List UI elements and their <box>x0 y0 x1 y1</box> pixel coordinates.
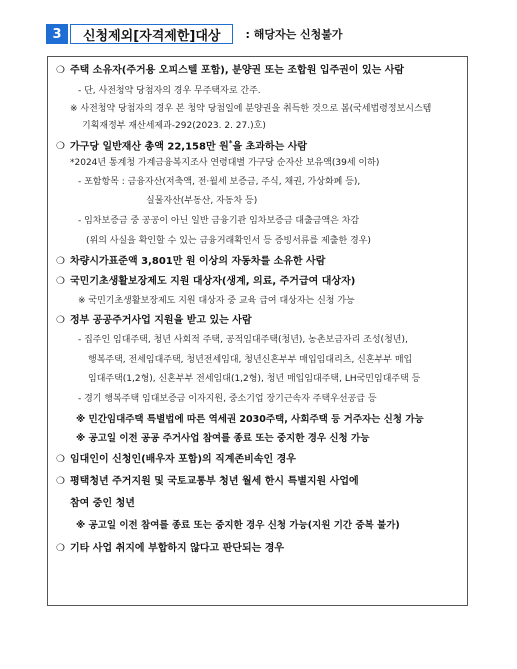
list-item: ※ 민간임대주택 특별법에 따른 역세권 2030주택, 사회주택 등 거주자는 신청 가능 <box>76 414 424 425</box>
section-subtitle: : 해당자는 신청불가 <box>245 28 343 41</box>
list-item: 참여 중인 청년 <box>70 498 135 509</box>
list-item: ※ 공고일 이전 참여를 종료 또는 중지한 경우 신청 가능(지원 기간 중복 불가) <box>76 520 400 531</box>
list-item: - 임차보증금 중 공공이 아닌 일반 금융기관 임차보증금 대출금액은 차감 <box>78 216 360 226</box>
list-item: ❍ 기타 사업 취지에 부합하지 않다고 판단되는 경우 <box>56 543 285 554</box>
list-item: - 경기 행복주택 임대보증금 이자지원, 중소기업 장기근속자 주택우선공급 등 <box>78 394 377 404</box>
list-item: ※ 국민기초생활보장제도 지원 대상자 중 교육 급여 대상자는 신청 가능 <box>78 296 355 306</box>
list-item: ❍ 정부 공공주거사업 지원을 받고 있는 사람 <box>56 315 252 326</box>
circle-bullet-icon: ❍ <box>56 476 65 487</box>
list-item: 행복주택, 전세임대주택, 청년전세임대, 청년신혼부부 매입임대리츠, 신혼부부 매입 <box>88 355 413 365</box>
circle-bullet-icon: ❍ <box>56 256 65 267</box>
circle-bullet-icon: ❍ <box>56 543 65 554</box>
list-item: 실물자산(부동산, 자동차 등) <box>146 196 258 206</box>
content-panel <box>47 56 468 606</box>
circle-bullet-icon: ❍ <box>56 276 65 287</box>
section-number: 3 <box>46 24 68 44</box>
section-title: 신청제외[자격제한]대상 <box>70 24 233 44</box>
list-item: 임대주택(1,2형), 신혼부부 전세임대(1,2형), 청년 매입임대주택, LH국민임대주택 등 <box>88 374 421 384</box>
list-item: 기획재정부 재산세제과-292(2023. 2. 27.)호) <box>82 121 266 131</box>
circle-bullet-icon: ❍ <box>56 315 65 326</box>
circle-bullet-icon: ❍ <box>56 65 65 76</box>
list-item: (위의 사실을 확인할 수 있는 금융거래확인서 등 증빙서류를 제출한 경우) <box>86 236 371 246</box>
list-item: ❍ 국민기초생활보장제도 지원 대상자(생계, 의료, 주거급여 대상자) <box>56 276 356 287</box>
list-item: - 단, 사전청약 당첨자의 경우 무주택자로 간주. <box>78 86 261 96</box>
section-header <box>46 24 343 44</box>
list-item: ❍ 주택 소유자(주거용 오피스텔 포함), 분양권 또는 조합원 입주권이 있는 사람 <box>56 65 405 76</box>
list-item: *2024년 통계청 가계금융복지조사 연령대별 가구당 순자산 보유액(39세 이하) <box>70 158 380 168</box>
list-item: ※ 사전청약 당첨자의 경우 본 청약 당첨일에 분양권을 취득한 것으로 봄(국세법령정보시스템 <box>70 104 432 114</box>
list-item: ❍ 차량시가표준액 3,801만 원 이상의 자동차를 소유한 사람 <box>56 256 326 267</box>
circle-bullet-icon: ❍ <box>56 141 65 153</box>
list-item: ❍ 임대인이 신청인(배우자 포함)의 직계존비속인 경우 <box>56 454 296 465</box>
circle-bullet-icon: ❍ <box>56 454 65 465</box>
list-item: - 포함항목 : 금융자산(저축액, 전·월세 보증금, 주식, 채권, 가상화폐 등), <box>78 177 361 187</box>
list-item: ❍ 가구당 일반재산 총액 22,158만 원*을 초과하는 사람 <box>56 139 308 153</box>
list-item: - 집주인 임대주택, 청년 사회적 주택, 공적임대주택(청년), 농촌보금자리 조성(청년), <box>78 335 408 345</box>
list-item: ❍ 평택청년 주거지원 및 국토교통부 청년 월세 한시 특별지원 사업에 <box>56 476 359 487</box>
list-item: ※ 공고일 이전 공공 주거사업 참여를 종료 또는 중지한 경우 신청 가능 <box>76 433 370 444</box>
